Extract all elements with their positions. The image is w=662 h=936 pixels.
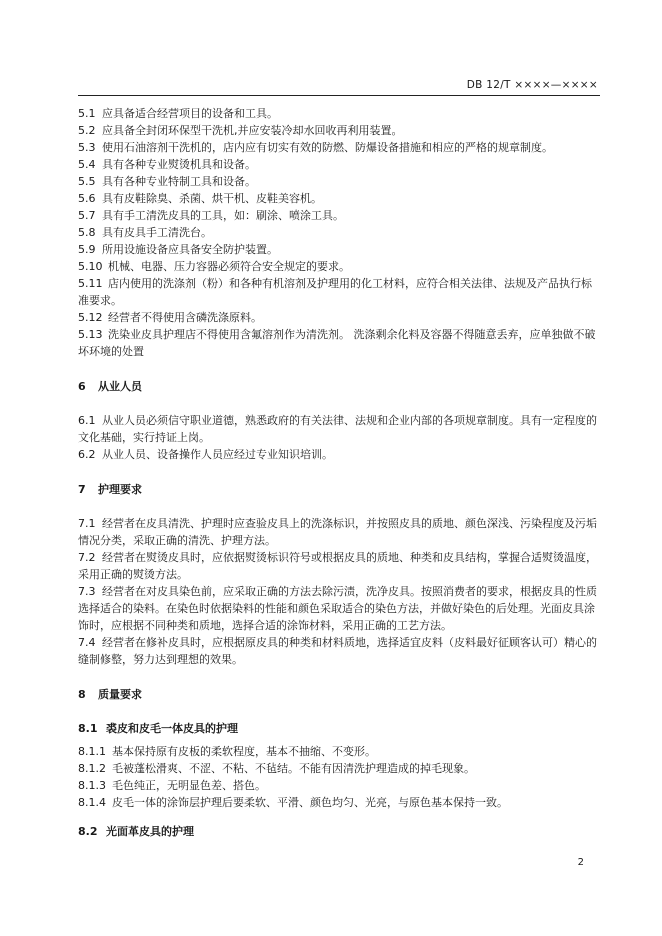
clause-5-7 bbox=[78, 207, 600, 224]
clause-text: 店内使用的洗涤剂（粉）和各种有机溶剂及护理用的化工材料，应符合相关法律、法规及产品执行标准要求。 bbox=[78, 277, 592, 307]
subsection-number: 8.2 bbox=[78, 825, 98, 838]
section-6-heading bbox=[78, 378, 600, 395]
clause-5-9 bbox=[78, 241, 600, 258]
page-number: 2 bbox=[577, 857, 584, 868]
clause-7-3 bbox=[78, 583, 600, 634]
clause-number: 6.2 bbox=[78, 448, 96, 461]
clause-8-1-3 bbox=[78, 777, 600, 794]
clause-5-8 bbox=[78, 224, 600, 241]
clause-number: 7.3 bbox=[78, 585, 96, 598]
clause-number: 5.10 bbox=[78, 260, 103, 273]
section-8-1-heading bbox=[78, 720, 600, 737]
clause-6-2 bbox=[78, 446, 600, 463]
section-title: 质量要求 bbox=[98, 688, 142, 701]
clause-text: 具有皮具手工清洗台。 bbox=[102, 226, 212, 239]
clause-5-10 bbox=[78, 258, 600, 275]
clause-5-12 bbox=[78, 309, 600, 326]
section-7-heading bbox=[78, 481, 600, 498]
clause-text: 具有各种专业特制工具和设备。 bbox=[102, 175, 256, 188]
section-8-2-heading bbox=[78, 823, 600, 840]
clause-number: 5.12 bbox=[78, 311, 103, 324]
clause-number: 7.2 bbox=[78, 551, 96, 564]
clause-number: 5.3 bbox=[78, 141, 96, 154]
clause-text: 应具备全封闭环保型干洗机,并应安装冷却水回收再利用装置。 bbox=[102, 124, 403, 137]
clause-text: 具有手工清洗皮具的工具，如：刷涂、喷涂工具。 bbox=[102, 209, 344, 222]
clause-text: 从业人员必须信守职业道德，熟悉政府的有关法律、法规和企业内部的各项规章制度。具有一定程度的文化基础，实行持证上岗。 bbox=[78, 414, 597, 444]
clause-text: 经营者在修补皮具时，应根据原皮具的种类和材料质地，选择适宜皮料（皮料最好征顾客认可）精心的缝制修整，努力达到理想的效果。 bbox=[78, 636, 597, 666]
section-number: 8 bbox=[78, 688, 86, 701]
clause-8-1-4 bbox=[78, 794, 600, 811]
clause-5-2 bbox=[78, 122, 600, 139]
clause-text: 毛色纯正，无明显色差、搭色。 bbox=[112, 779, 266, 792]
clause-7-1 bbox=[78, 515, 600, 549]
clause-text: 机械、电器、压力容器必须符合安全规定的要求。 bbox=[108, 260, 350, 273]
section-title: 从业人员 bbox=[98, 380, 142, 393]
clause-5-3 bbox=[78, 139, 600, 156]
clause-text: 应具备适合经营项目的设备和工具。 bbox=[102, 107, 278, 120]
clause-5-11 bbox=[78, 275, 600, 309]
clause-number: 5.1 bbox=[78, 107, 96, 120]
clause-5-5 bbox=[78, 173, 600, 190]
clause-number: 7.4 bbox=[78, 636, 96, 649]
section-title: 护理要求 bbox=[98, 483, 142, 496]
subsection-title: 裘皮和皮毛一体皮具的护理 bbox=[106, 722, 238, 735]
document-body bbox=[78, 105, 600, 846]
clause-5-6 bbox=[78, 190, 600, 207]
section-number: 7 bbox=[78, 483, 86, 496]
clause-text: 经营者不得使用含磷洗涤原料。 bbox=[108, 311, 262, 324]
clause-text: 具有皮鞋除臭、杀菌、烘干机、皮鞋美容机。 bbox=[102, 192, 322, 205]
subsection-number: 8.1 bbox=[78, 722, 98, 735]
clause-text: 基本保持原有皮板的柔软程度，基本不抽缩、不变形。 bbox=[112, 745, 376, 758]
clause-number: 5.13 bbox=[78, 328, 103, 341]
clause-8-1-1 bbox=[78, 743, 600, 760]
clause-6-1 bbox=[78, 412, 600, 446]
clause-5-13 bbox=[78, 326, 600, 360]
subsection-title: 光面革皮具的护理 bbox=[106, 825, 194, 838]
clause-number: 8.1.2 bbox=[78, 762, 106, 775]
document-code: DB 12/T ××××—×××× bbox=[466, 79, 598, 91]
clause-5-1 bbox=[78, 105, 600, 122]
clause-number: 8.1.4 bbox=[78, 796, 106, 809]
clause-text: 毛被蓬松滑爽、不涩、不粘、不毡结。不能有因清洗护理造成的掉毛现象。 bbox=[112, 762, 475, 775]
section-number: 6 bbox=[78, 380, 86, 393]
clause-text: 经营者在对皮具染色前，应采取正确的方法去除污渍，洗净皮具。按照消费者的要求，根据皮具的性质选择适合的染料。在染色时依据染料的性能和颜色采取适合的染色方法，并做好染色的后处理。光面皮具涂饰时，应根据不同种类和质地，选择合适的涂饰材料，采用正确的工艺方法。 bbox=[78, 585, 597, 632]
clause-number: 5.4 bbox=[78, 158, 96, 171]
clause-text: 从业人员、设备操作人员应经过专业知识培训。 bbox=[102, 448, 333, 461]
clause-text: 洗染业皮具护理店不得使用含氟溶剂作为清洗剂。 洗涤剩余化料及容器不得随意丢弃，应单独做不破坏环境的处置 bbox=[78, 328, 596, 358]
clause-7-2 bbox=[78, 549, 600, 583]
clause-text: 皮毛一体的涂饰层护理后要柔软、平滑、颜色均匀、光亮，与原色基本保持一致。 bbox=[112, 796, 508, 809]
clause-number: 5.2 bbox=[78, 124, 96, 137]
clause-text: 所用设施设备应具备安全防护装置。 bbox=[102, 243, 278, 256]
clause-7-4 bbox=[78, 634, 600, 668]
clause-number: 5.11 bbox=[78, 277, 103, 290]
clause-text: 具有各种专业熨烫机具和设备。 bbox=[102, 158, 256, 171]
clause-8-1-2 bbox=[78, 760, 600, 777]
clause-text: 经营者在熨烫皮具时，应依据熨烫标识符号或根据皮具的质地、种类和皮具结构，掌握合适熨烫温度，采用正确的熨烫方法。 bbox=[78, 551, 597, 581]
clause-number: 5.6 bbox=[78, 192, 96, 205]
clause-number: 8.1.1 bbox=[78, 745, 106, 758]
clause-number: 6.1 bbox=[78, 414, 96, 427]
section-5-list bbox=[78, 105, 600, 360]
clause-number: 5.9 bbox=[78, 243, 96, 256]
clause-number: 7.1 bbox=[78, 517, 96, 530]
clause-5-4 bbox=[78, 156, 600, 173]
clause-number: 5.7 bbox=[78, 209, 96, 222]
header-rule bbox=[78, 95, 600, 96]
clause-text: 使用石油溶剂干洗机的，店内应有切实有效的防燃、防爆设备措施和相应的严格的规章制度。 bbox=[102, 141, 553, 154]
section-8-heading bbox=[78, 686, 600, 703]
clause-number: 5.8 bbox=[78, 226, 96, 239]
clause-text: 经营者在皮具清洗、护理时应查验皮具上的洗涤标识，并按照皮具的质地、颜色深浅、污染程度及污垢情况分类，采取正确的清洗、护理方法。 bbox=[78, 517, 597, 547]
clause-number: 5.5 bbox=[78, 175, 96, 188]
clause-number: 8.1.3 bbox=[78, 779, 106, 792]
